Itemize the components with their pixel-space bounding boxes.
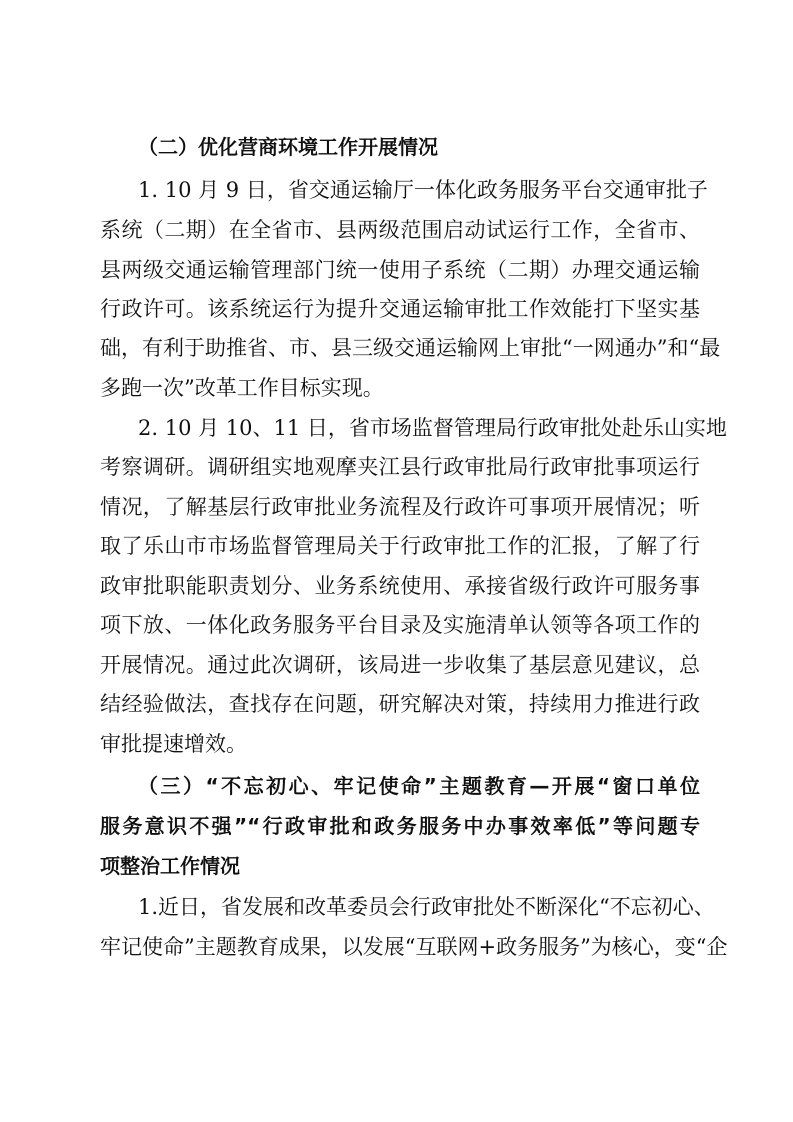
paragraph-line: 2. 10 月 10、11 日，省市场监督管理局行政审批处赴乐山实地	[138, 416, 727, 440]
paragraph-line: 行政许可。该系统运行为提升交通运输审批工作效能打下坚实基	[100, 297, 700, 321]
paragraph-line: 情况，了解基层行政审批业务流程及行政许可事项开展情况；听	[100, 495, 700, 519]
paragraph-line: 础，有利于助推省、市、县三级交通运输网上审批“一网通办”和“最	[100, 336, 721, 360]
paragraph-line: 考察调研。调研组实地观摩夹江县行政审批局行政审批事项运行	[100, 455, 700, 479]
paragraph-line: 系统（二期）在全省市、县两级范围启动试运行工作，全省市、	[100, 218, 700, 242]
paragraph-line: 1. 10 月 9 日，省交通运输厅一体化政务服务平台交通审批子	[138, 178, 708, 202]
paragraph-line: 县两级交通运输管理部门统一使用子系统（二期）办理交通运输	[100, 258, 700, 282]
paragraph-line: 政审批职能职责划分、业务系统使用、承接省级行政许可服务事	[100, 574, 700, 598]
paragraph-line: 开展情况。通过此次调研，该局进一步收集了基层意见建议，总	[100, 653, 700, 677]
paragraph-line: 多跑一次”改革工作目标实现。	[100, 376, 384, 400]
section-2-heading: （二）优化营商环境工作开展情况	[138, 135, 438, 159]
paragraph-line: 牢记使命”主题教育成果，以发展“互联网+政务服务”为核心，变“企	[100, 935, 728, 959]
paragraph-line: 1.近日，省发展和改革委员会行政审批处不断深化“不忘初心、	[138, 895, 715, 919]
paragraph-line: 审批提速增效。	[100, 732, 247, 756]
section-3-heading-line: （三）“不忘初心、牢记使命”主题教育—开展“窗口单位	[138, 774, 700, 798]
paragraph-line: 结经验做法，查找存在问题，研究解决对策，持续用力推进行政	[100, 692, 700, 716]
section-3-heading-line: 服务意识不强”“行政审批和政务服务中办事效率低”等问题专	[100, 814, 700, 838]
paragraph-line: 取了乐山市市场监督管理局关于行政审批工作的汇报，了解了行	[100, 534, 700, 558]
section-3-heading-line: 项整治工作情况	[100, 854, 240, 878]
paragraph-line: 项下放、一体化政务服务平台目录及实施清单认领等各项工作的	[100, 613, 700, 637]
